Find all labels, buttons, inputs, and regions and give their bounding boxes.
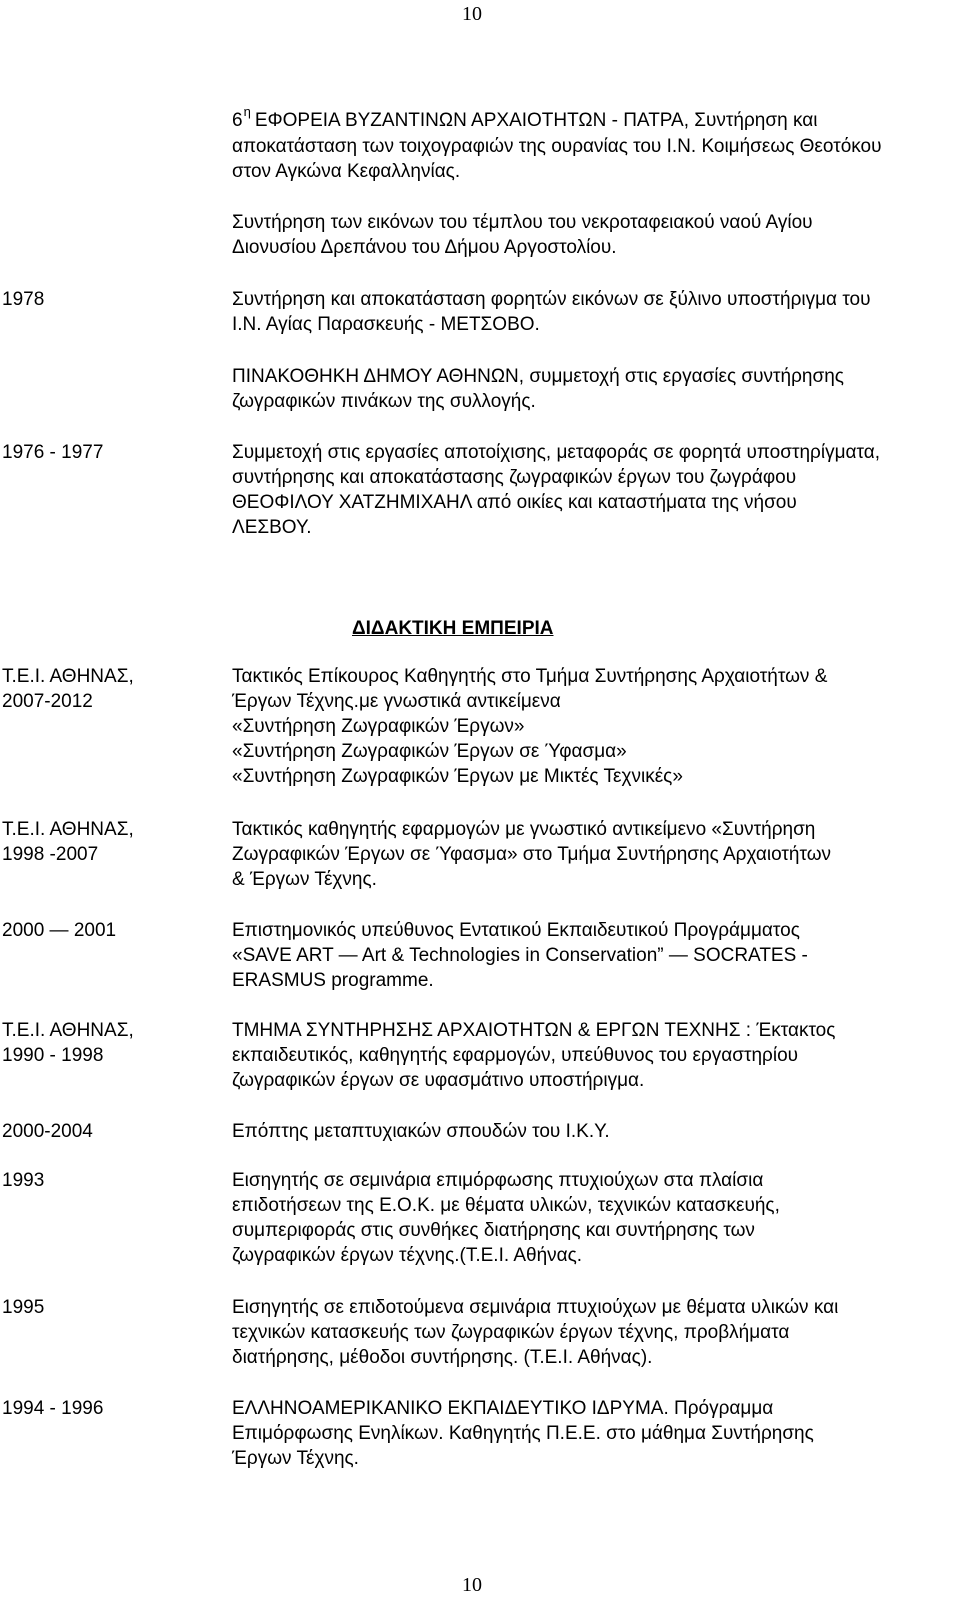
entry-line: εκπαιδευτικός, καθηγητής εφαρμογών, υπεύθυνος του εργαστηρίου xyxy=(232,1045,799,1066)
entry-line: Συντήρηση και αποκατάσταση φορητών εικόνων σε ξύλινο υποστήριγμα του xyxy=(232,289,871,310)
entry-line: Συμμετοχή στις εργασίες αποτοίχισης, μεταφοράς σε φορητά υποστηρίγματα, xyxy=(232,442,881,463)
entry-line: ΠΙΝΑΚΟΘΗΚΗ ΔΗΜΟΥ ΑΘΗΝΩΝ, συμμετοχή στις εργασίες συντήρησης xyxy=(232,366,844,387)
teaching-label: Τ.Ε.Ι. ΑΘΗΝΑΣ, 1998 -2007 xyxy=(2,819,134,865)
entry-line: ζωγραφικών έργων τέχνης.(Τ.Ε.Ι. Αθήνας. xyxy=(232,1245,583,1266)
entry-line: Εισηγητής σε επιδοτούμενα σεμινάρια πτυχιούχων με θέματα υλικών και xyxy=(232,1297,839,1318)
teaching-entry-1995 xyxy=(232,1295,952,1370)
entry-label-1976-1977: 1976 - 1977 xyxy=(2,442,104,463)
superscript: η xyxy=(243,104,251,119)
teaching-label: Τ.Ε.Ι. ΑΘΗΝΑΣ, 1990 - 1998 xyxy=(2,1020,134,1066)
entry-pinakothiki xyxy=(232,364,952,414)
entry-line: Εισηγητής σε σεμινάρια επιμόρφωσης πτυχιούχων στα πλαίσια xyxy=(232,1170,764,1191)
entry-line: ΤΜΗΜΑ ΣΥΝΤΗΡΗΣΗΣ ΑΡΧΑΙΟΤΗΤΩΝ & ΕΡΓΩΝ ΤΕΧΝΗΣ : Έκτακτος xyxy=(232,1020,836,1041)
entry-line: συντήρησης και αποκατάστασης ζωγραφικών έργων του ζωγράφου xyxy=(232,467,797,488)
entry-line: Διονυσίου Δρεπάνου του Δήμου Αργοστολίου. xyxy=(232,237,617,258)
teaching-label: 1994 - 1996 xyxy=(2,1398,104,1419)
entry-theofilos xyxy=(232,440,952,540)
entry-line: Τακτικός καθηγητής εφαρμογών με γνωστικό αντικείμενο «Συντήρηση xyxy=(232,819,816,840)
entry-line: τεχνικών κατασκευής των ζωγραφικών έργων τέχνης, προβλήματα xyxy=(232,1322,790,1343)
entry-line: «Συντήρηση Ζωγραφικών Έργων με Μικτές Τεχνικές» xyxy=(232,766,683,787)
entry-line: ζωγραφικών έργων σε υφασμάτινο υποστήριγμα. xyxy=(232,1070,645,1091)
teaching-entry-1993 xyxy=(232,1168,952,1268)
entry-line: ERASMUS programme. xyxy=(232,970,434,991)
entry-line: «Συντήρηση Ζωγραφικών Έργων σε Ύφασμα» xyxy=(232,741,627,762)
teaching-label: 2000-2004 xyxy=(2,1121,93,1142)
entry-ephoreia-patra xyxy=(232,104,952,184)
entry-line: & Έργων Τέχνης. xyxy=(232,869,377,890)
entry-line: ζωγραφικών πινάκων της συλλογής. xyxy=(232,391,536,412)
teaching-label: 2000 — 2001 xyxy=(2,920,117,941)
teaching-entry-1994-1996 xyxy=(232,1396,952,1471)
entry-line: Έργων Τέχνης. xyxy=(232,1448,359,1469)
entry-line: αποκατάσταση των τοιχογραφιών της ουρανίας του Ι.Ν. Κοιμήσεως Θεοτόκου xyxy=(232,136,882,157)
entry-line: διατήρησης, μέθοδοι συντήρησης. (Τ.Ε.Ι. Αθήνας). xyxy=(232,1347,653,1368)
entry-line: Τακτικός Επίκουρος Καθηγητής στο Τμήμα Συντήρησης Αρχαιοτήτων & xyxy=(232,666,828,687)
entry-line: «Συντήρηση Ζωγραφικών Έργων» xyxy=(232,716,525,737)
teaching-entry-2000-2004 xyxy=(232,1119,952,1144)
entry-line: στον Αγκώνα Κεφαλληνίας. xyxy=(232,161,461,182)
teaching-entry-1990-1998 xyxy=(232,1018,952,1093)
teaching-entry-save-art xyxy=(232,918,952,993)
entry-line: Επιμόρφωσης Ενηλίκων. Καθηγητής Π.Ε.Ε. στο μάθημα Συντήρησης xyxy=(232,1423,814,1444)
entry-line: «SAVE ART — Art & Technologies in Conservation” — SOCRATES - xyxy=(232,945,808,966)
entry-line: επιδοτήσεων της Ε.Ο.Κ. με θέματα υλικών, τεχνικών κατασκευής, xyxy=(232,1195,780,1216)
entry-metsovo xyxy=(232,287,952,337)
entry-line: Επόπτης μεταπτυχιακών σπουδών του Ι.Κ.Υ. xyxy=(232,1121,610,1142)
teaching-entry-1998-2007 xyxy=(232,817,952,892)
teaching-entry-2007-2012 xyxy=(232,664,952,789)
section-heading: ΔΙΔΑΚΤΙΚΗ ΕΜΠΕΙΡΙΑ xyxy=(352,618,554,639)
entry-line: Ζωγραφικών Έργων σε Ύφασμα» στο Τμήμα Συντήρησης Αρχαιοτήτων xyxy=(232,844,832,865)
entry-line: Συντήρηση των εικόνων του τέμπλου του νεκροταφειακού ναού Αγίου xyxy=(232,212,813,233)
entry-line: Έργων Τέχνης.με γνωστικά αντικείμενα xyxy=(232,691,561,712)
page-number-bottom: 10 xyxy=(462,1574,482,1596)
entry-line: ΘΕΟΦΙΛΟΥ ΧΑΤΖΗΜΙΧΑΗΛ από οικίες και καταστήματα της νήσου xyxy=(232,492,797,513)
entry-line: ΛΕΣΒΟΥ. xyxy=(232,517,312,538)
entry-label-1978: 1978 xyxy=(2,289,45,310)
entry-agios-dionysios xyxy=(232,210,952,260)
teaching-label: Τ.Ε.Ι. ΑΘΗΝΑΣ, 2007-2012 xyxy=(2,666,134,712)
teaching-label: 1993 xyxy=(2,1170,45,1191)
entry-line: συμπεριφοράς στις συνθήκες διατήρησης και συντήρησης των xyxy=(232,1220,755,1241)
page-number-top: 10 xyxy=(462,3,482,25)
teaching-label: 1995 xyxy=(2,1297,45,1318)
entry-line: ΕΛΛΗΝΟΑΜΕΡΙΚΑΝΙΚΟ ΕΚΠΑΙΔΕΥΤΙΚΟ ΙΔΡΥΜΑ. Πρόγραμμα xyxy=(232,1398,774,1419)
entry-line: Ι.Ν. Αγίας Παρασκευής - ΜΕΤΣΟΒΟ. xyxy=(232,314,540,335)
entry-line: Επιστημονικός υπεύθυνος Εντατικού Εκπαιδευτικού Προγράμματος xyxy=(232,920,800,941)
entry-line: $6^\eta$ ΕΦΟΡΕΙΑ ΒΥΖΑΝΤΙΝΩΝ ΑΡΧΑΙΟΤΗΤΩΝ - ΠΑΤΡΑ, Συντήρηση και xyxy=(232,104,818,131)
